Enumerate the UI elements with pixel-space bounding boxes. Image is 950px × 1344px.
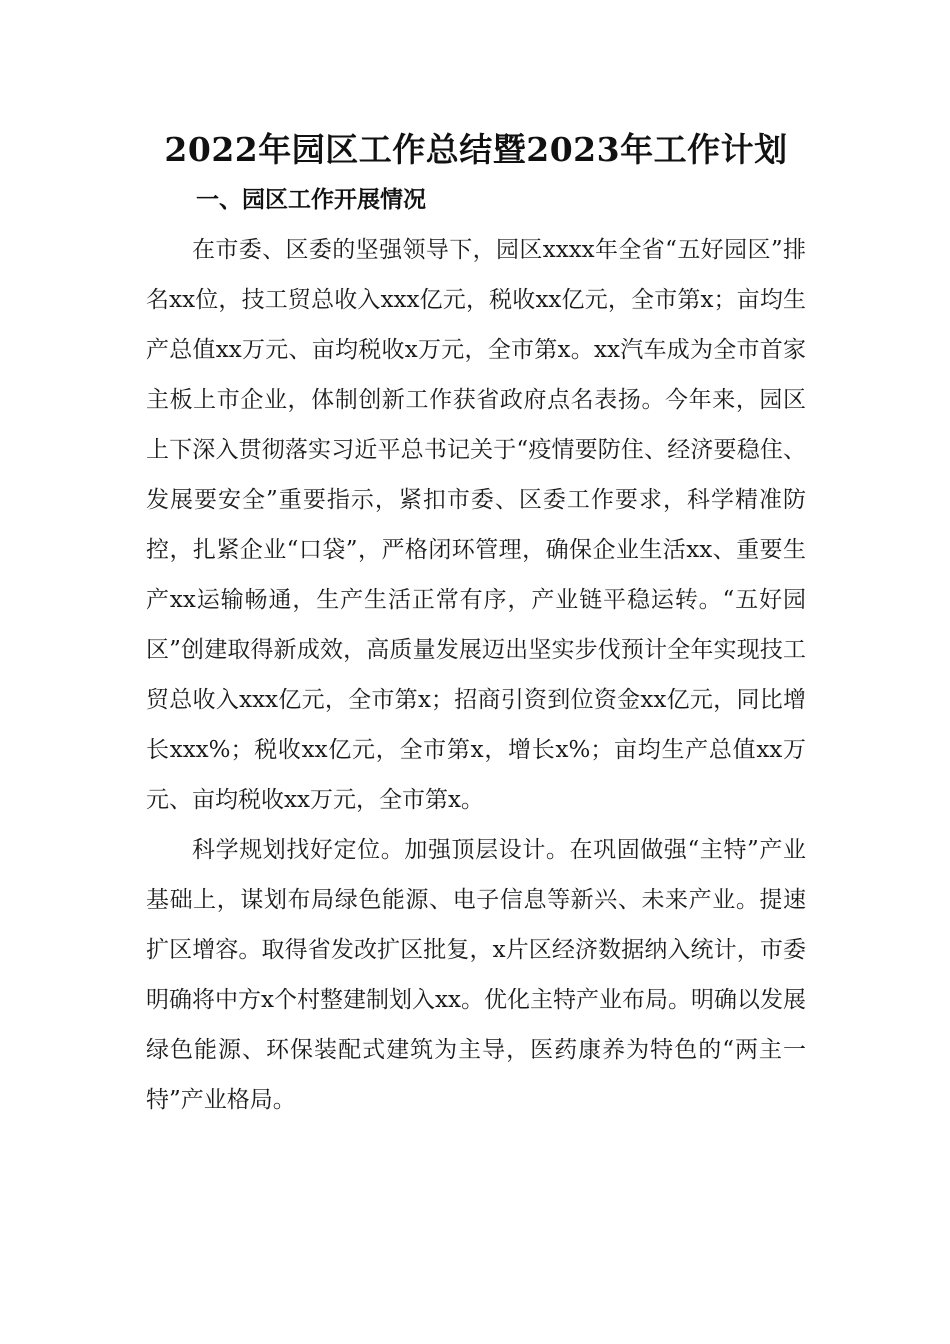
document-title: 2022年园区工作总结暨2023年工作计划 — [164, 130, 788, 169]
section-heading: 一、园区工作开展情况 — [196, 187, 426, 213]
paragraph-work-overview: 在市委、区委的坚强领导下，园区xxxx年全省“五好园区”排名xx位，技工贸总收入xxx亿元，税收xx亿元，全市第x；亩均生产总值xx万元、亩均税收x万元，全市第x。xx汽车成为全市首家主板上市企业，体制创新工作获省政府点名表扬。今年来，园区上下深入贯彻落实习近平总书记关于“疫情要防住、经济要稳住、发展要安全”重要指示，紧扣市委、区委工作要求，科学精准防控，扎紧企业“口袋”，严格闭环管理，确保企业生活xx、重要生产xx运输畅通，生产生活正常有序，产业链平稳运转。“五好园区”创建取得新成效，高质量发展迈出坚实步伐预计全年实现技工贸总收入xxx亿元，全市第x；招商引资到位资金xx亿元，同比增长xxx%；税收xx亿元，全市第x，增长x%；亩均生产总值xx万元、亩均税收xx万元，全市第x。 — [146, 237, 806, 813]
document-body — [146, 125, 806, 1125]
paragraph-planning: 科学规划找好定位。加强顶层设计。在巩固做强“主特”产业基础上，谋划布局绿色能源、电子信息等新兴、未来产业。提速扩区增容。取得省发改扩区批复，x片区经济数据纳入统计，市委明确将中方x个村整建制划入xx。优化主特产业布局。明确以发展绿色能源、环保装配式建筑为主导，医药康养为特色的“两主一特”产业格局。 — [146, 837, 806, 1113]
